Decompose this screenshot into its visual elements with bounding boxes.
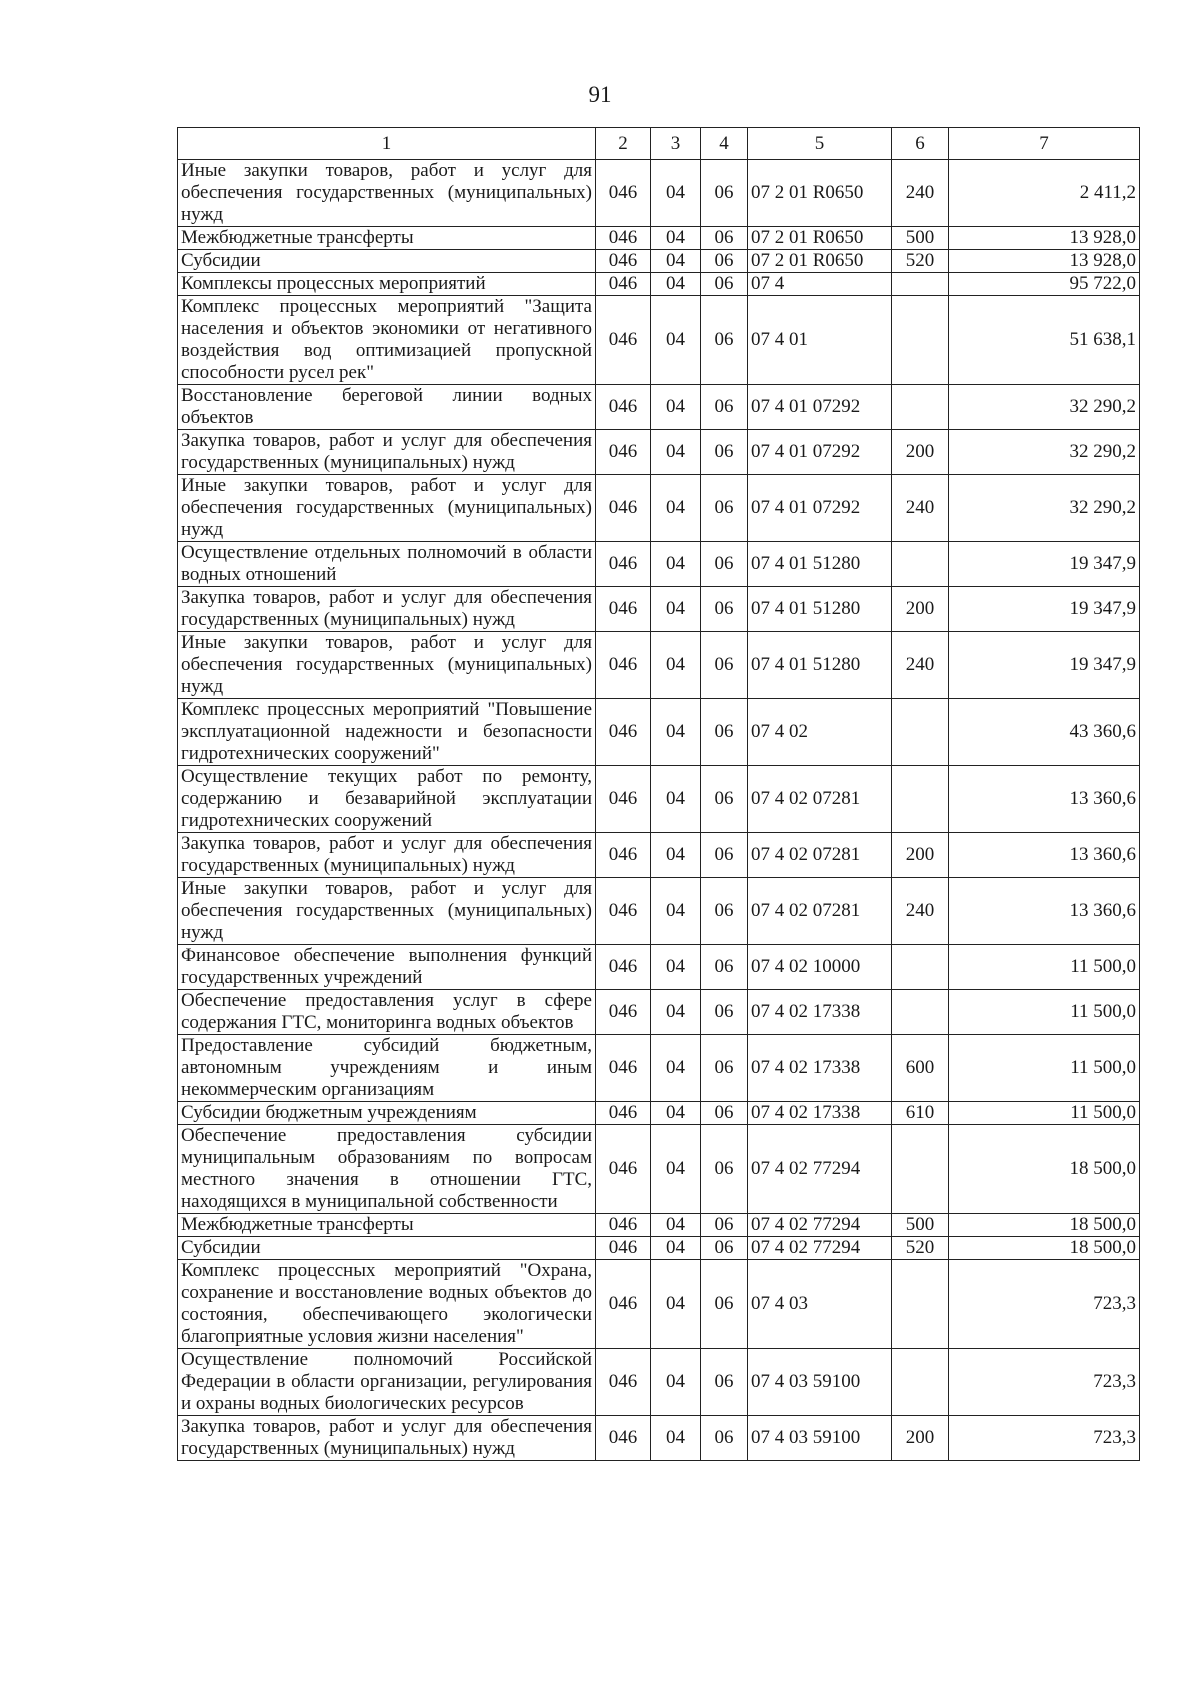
table-row [178,632,1140,699]
budget-table [177,127,1140,1461]
row-code-section: 04 [651,250,701,273]
row-code-subsection: 06 [701,833,748,878]
column-header-3: 3 [651,128,701,160]
row-expense-type: 240 [892,475,949,542]
table-row [178,1035,1140,1102]
row-code-section: 04 [651,542,701,587]
row-code-subsection: 06 [701,632,748,699]
row-expense-type [892,945,949,990]
row-code-section: 04 [651,833,701,878]
row-code-ministry: 046 [596,1260,651,1349]
table-row [178,1125,1140,1214]
row-code-subsection: 06 [701,385,748,430]
row-code-section: 04 [651,1349,701,1416]
row-code-subsection: 06 [701,227,748,250]
row-code-ministry: 046 [596,1102,651,1125]
row-code-subsection: 06 [701,250,748,273]
row-code-section: 04 [651,632,701,699]
table-row [178,227,1140,250]
row-code-ministry: 046 [596,990,651,1035]
row-target-article: 07 4 02 77294 [748,1125,892,1214]
row-code-ministry: 046 [596,699,651,766]
row-expense-type: 200 [892,587,949,632]
row-code-ministry: 046 [596,227,651,250]
row-expense-type: 500 [892,227,949,250]
row-code-ministry: 046 [596,833,651,878]
table-row [178,250,1140,273]
row-amount: 13 928,0 [949,250,1140,273]
table-row [178,1102,1140,1125]
row-amount: 95 722,0 [949,273,1140,296]
row-target-article: 07 4 03 [748,1260,892,1349]
row-code-ministry: 046 [596,1237,651,1260]
row-code-ministry: 046 [596,1214,651,1237]
row-code-section: 04 [651,160,701,227]
row-code-subsection: 06 [701,699,748,766]
row-target-article: 07 4 02 17338 [748,1035,892,1102]
row-code-ministry: 046 [596,587,651,632]
row-expense-type [892,766,949,833]
row-description: Осуществление отдельных полномочий в области водных отношений [178,542,596,587]
table-row [178,475,1140,542]
row-amount: 19 347,9 [949,632,1140,699]
row-expense-type: 520 [892,1237,949,1260]
row-code-ministry: 046 [596,542,651,587]
table-row [178,385,1140,430]
row-code-ministry: 046 [596,273,651,296]
row-target-article: 07 2 01 R0650 [748,227,892,250]
table-row [178,878,1140,945]
row-code-subsection: 06 [701,1035,748,1102]
row-code-section: 04 [651,945,701,990]
row-amount: 2 411,2 [949,160,1140,227]
row-expense-type [892,1260,949,1349]
row-description: Субсидии [178,1237,596,1260]
table-row [178,1237,1140,1260]
row-code-section: 04 [651,385,701,430]
row-amount: 11 500,0 [949,990,1140,1035]
row-code-section: 04 [651,878,701,945]
row-code-subsection: 06 [701,1260,748,1349]
row-amount: 43 360,6 [949,699,1140,766]
row-code-ministry: 046 [596,1035,651,1102]
row-code-subsection: 06 [701,1349,748,1416]
table-row [178,699,1140,766]
row-amount: 723,3 [949,1260,1140,1349]
row-amount: 19 347,9 [949,587,1140,632]
row-target-article: 07 4 02 77294 [748,1214,892,1237]
row-target-article: 07 4 01 07292 [748,475,892,542]
column-header-2: 2 [596,128,651,160]
row-target-article: 07 4 01 [748,296,892,385]
row-code-subsection: 06 [701,1416,748,1461]
row-code-section: 04 [651,227,701,250]
row-description: Осуществление текущих работ по ремонту, содержанию и безаварийной эксплуатации гидротехнических сооружений [178,766,596,833]
row-code-subsection: 06 [701,542,748,587]
table-row [178,1214,1140,1237]
row-code-subsection: 06 [701,160,748,227]
row-code-subsection: 06 [701,1237,748,1260]
row-amount: 13 360,6 [949,833,1140,878]
row-code-ministry: 046 [596,385,651,430]
row-code-subsection: 06 [701,296,748,385]
row-amount: 18 500,0 [949,1237,1140,1260]
row-target-article: 07 4 03 59100 [748,1349,892,1416]
row-amount: 13 360,6 [949,766,1140,833]
row-description: Субсидии [178,250,596,273]
row-expense-type: 240 [892,160,949,227]
table-row [178,542,1140,587]
row-code-subsection: 06 [701,1125,748,1214]
table-row [178,990,1140,1035]
row-expense-type [892,273,949,296]
row-description: Закупка товаров, работ и услуг для обеспечения государственных (муниципальных) нужд [178,1416,596,1461]
row-code-subsection: 06 [701,990,748,1035]
row-code-subsection: 06 [701,273,748,296]
row-code-section: 04 [651,587,701,632]
row-description: Обеспечение предоставления услуг в сфере содержания ГТС, мониторинга водных объектов [178,990,596,1035]
row-amount: 11 500,0 [949,1035,1140,1102]
page-number: 91 [588,82,612,107]
row-target-article: 07 4 02 [748,699,892,766]
row-amount: 13 360,6 [949,878,1140,945]
row-description: Межбюджетные трансферты [178,1214,596,1237]
row-target-article: 07 4 02 07281 [748,878,892,945]
row-expense-type: 500 [892,1214,949,1237]
row-description: Иные закупки товаров, работ и услуг для обеспечения государственных (муниципальных) нужд [178,878,596,945]
row-target-article: 07 4 03 59100 [748,1416,892,1461]
table-row [178,833,1140,878]
row-amount: 32 290,2 [949,430,1140,475]
row-code-section: 04 [651,430,701,475]
row-amount: 18 500,0 [949,1214,1140,1237]
row-code-section: 04 [651,1260,701,1349]
table-header-row [178,128,1140,160]
table-row [178,160,1140,227]
row-code-ministry: 046 [596,945,651,990]
row-code-section: 04 [651,1125,701,1214]
column-header-1: 1 [178,128,596,160]
table-row [178,1260,1140,1349]
row-expense-type: 610 [892,1102,949,1125]
row-amount: 723,3 [949,1349,1140,1416]
row-code-subsection: 06 [701,1214,748,1237]
row-amount: 51 638,1 [949,296,1140,385]
row-description: Комплекс процессных мероприятий "Защита населения и объектов экономики от негативного воздействия вод оптимизацией пропускной способности русел рек" [178,296,596,385]
row-amount: 32 290,2 [949,475,1140,542]
row-expense-type [892,990,949,1035]
row-code-section: 04 [651,990,701,1035]
table-row [178,587,1140,632]
row-amount: 11 500,0 [949,945,1140,990]
row-description: Иные закупки товаров, работ и услуг для обеспечения государственных (муниципальных) нужд [178,160,596,227]
row-expense-type [892,542,949,587]
row-code-ministry: 046 [596,160,651,227]
row-code-section: 04 [651,1102,701,1125]
row-code-ministry: 046 [596,1416,651,1461]
row-target-article: 07 4 01 51280 [748,632,892,699]
row-expense-type: 200 [892,833,949,878]
row-code-section: 04 [651,1416,701,1461]
row-code-section: 04 [651,273,701,296]
row-expense-type [892,1125,949,1214]
row-description: Закупка товаров, работ и услуг для обеспечения государственных (муниципальных) нужд [178,587,596,632]
row-code-ministry: 046 [596,766,651,833]
table-row [178,430,1140,475]
row-expense-type [892,1349,949,1416]
row-amount: 13 928,0 [949,227,1140,250]
row-code-section: 04 [651,475,701,542]
row-target-article: 07 4 01 07292 [748,385,892,430]
row-code-subsection: 06 [701,1102,748,1125]
row-target-article: 07 4 02 10000 [748,945,892,990]
row-description: Иные закупки товаров, работ и услуг для обеспечения государственных (муниципальных) нужд [178,475,596,542]
row-target-article: 07 4 01 51280 [748,542,892,587]
row-amount: 723,3 [949,1416,1140,1461]
row-code-subsection: 06 [701,878,748,945]
row-code-subsection: 06 [701,430,748,475]
row-amount: 18 500,0 [949,1125,1140,1214]
row-code-ministry: 046 [596,475,651,542]
table-row [178,1349,1140,1416]
row-description: Осуществление полномочий Российской Федерации в области организации, регулирования и охраны водных биологических ресурсов [178,1349,596,1416]
table-row [178,766,1140,833]
row-expense-type: 520 [892,250,949,273]
row-code-section: 04 [651,699,701,766]
row-description: Восстановление береговой линии водных объектов [178,385,596,430]
table-row [178,945,1140,990]
row-target-article: 07 2 01 R0650 [748,160,892,227]
row-description: Комплекс процессных мероприятий "Охрана, сохранение и восстановление водных объектов до состояния, обеспечивающего экологически благоприятные условия жизни населения" [178,1260,596,1349]
row-code-section: 04 [651,296,701,385]
row-expense-type: 240 [892,878,949,945]
table-body [178,160,1140,1461]
row-description: Финансовое обеспечение выполнения функций государственных учреждений [178,945,596,990]
row-expense-type [892,385,949,430]
row-code-ministry: 046 [596,430,651,475]
row-description: Обеспечение предоставления субсидии муниципальным образованиям по вопросам местного значения в отношении ГТС, находящихся в муниципальной собственности [178,1125,596,1214]
row-amount: 32 290,2 [949,385,1140,430]
row-code-ministry: 046 [596,1349,651,1416]
row-code-section: 04 [651,1237,701,1260]
row-expense-type: 200 [892,430,949,475]
row-description: Комплексы процессных мероприятий [178,273,596,296]
row-code-ministry: 046 [596,1125,651,1214]
column-header-7: 7 [949,128,1140,160]
row-target-article: 07 4 [748,273,892,296]
table-row [178,296,1140,385]
table-row [178,273,1140,296]
row-target-article: 07 4 02 07281 [748,833,892,878]
row-code-section: 04 [651,1035,701,1102]
column-header-6: 6 [892,128,949,160]
row-code-subsection: 06 [701,945,748,990]
row-amount: 11 500,0 [949,1102,1140,1125]
row-code-ministry: 046 [596,878,651,945]
row-expense-type: 600 [892,1035,949,1102]
row-description: Субсидии бюджетным учреждениям [178,1102,596,1125]
column-header-4: 4 [701,128,748,160]
row-target-article: 07 4 02 77294 [748,1237,892,1260]
row-code-subsection: 06 [701,475,748,542]
row-amount: 19 347,9 [949,542,1140,587]
row-description: Комплекс процессных мероприятий "Повышение эксплуатационной надежности и безопасности гидротехнических сооружений" [178,699,596,766]
row-target-article: 07 4 01 07292 [748,430,892,475]
row-target-article: 07 4 01 51280 [748,587,892,632]
row-description: Закупка товаров, работ и услуг для обеспечения государственных (муниципальных) нужд [178,430,596,475]
row-code-section: 04 [651,766,701,833]
row-code-ministry: 046 [596,250,651,273]
row-expense-type: 200 [892,1416,949,1461]
row-target-article: 07 4 02 17338 [748,1102,892,1125]
row-target-article: 07 4 02 07281 [748,766,892,833]
row-expense-type [892,296,949,385]
row-code-subsection: 06 [701,587,748,632]
row-description: Закупка товаров, работ и услуг для обеспечения государственных (муниципальных) нужд [178,833,596,878]
row-code-subsection: 06 [701,766,748,833]
row-code-ministry: 046 [596,632,651,699]
row-expense-type [892,699,949,766]
row-expense-type: 240 [892,632,949,699]
row-description: Предоставление субсидий бюджетным, автономным учреждениям и иным некоммерческим организациям [178,1035,596,1102]
row-target-article: 07 4 02 17338 [748,990,892,1035]
table-row [178,1416,1140,1461]
row-description: Межбюджетные трансферты [178,227,596,250]
column-header-5: 5 [748,128,892,160]
row-target-article: 07 2 01 R0650 [748,250,892,273]
row-code-ministry: 046 [596,296,651,385]
row-code-section: 04 [651,1214,701,1237]
row-description: Иные закупки товаров, работ и услуг для обеспечения государственных (муниципальных) нужд [178,632,596,699]
